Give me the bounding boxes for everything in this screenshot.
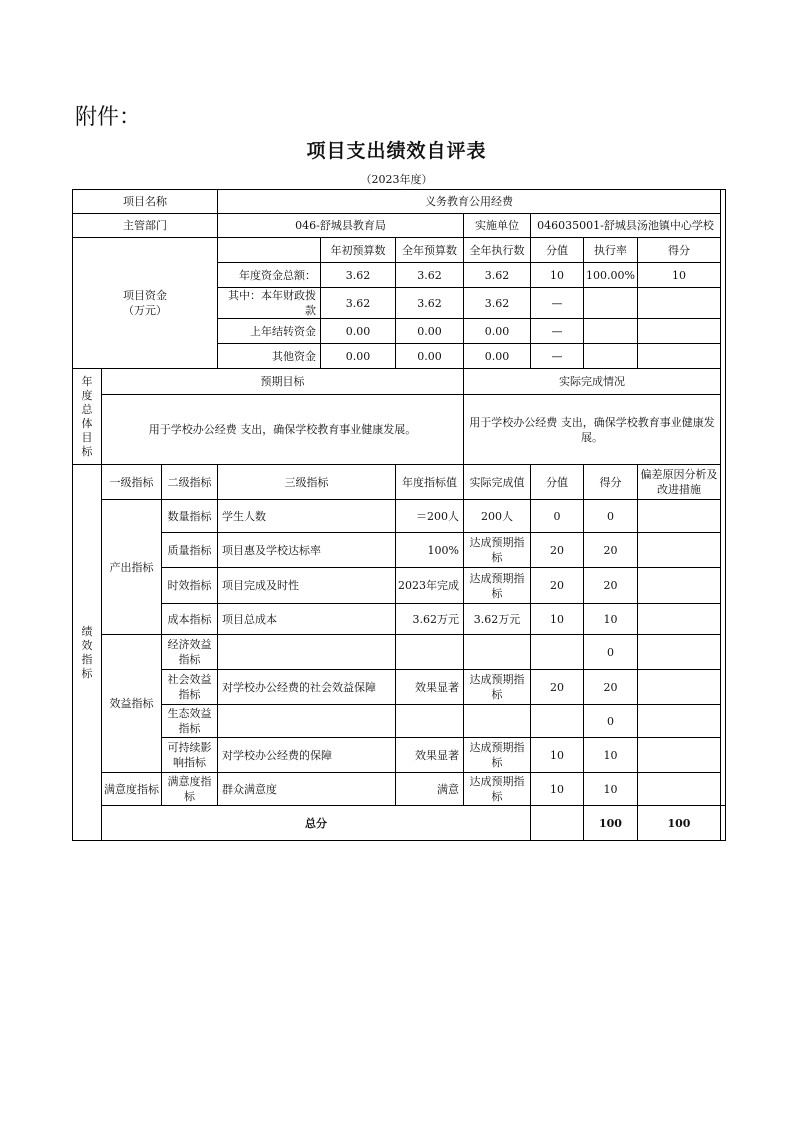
funds-cell bbox=[637, 344, 720, 369]
dept-label: 主管部门 bbox=[73, 214, 218, 238]
annual-goal-label: 年 度 总 体 目 标 bbox=[73, 369, 102, 465]
level3-label bbox=[218, 635, 396, 670]
perf-header: 得分 bbox=[584, 465, 638, 500]
actual-value: 达成预期指标 bbox=[464, 533, 531, 568]
target-value: 100% bbox=[396, 533, 464, 568]
score: 0 bbox=[584, 500, 638, 533]
level1-benefit: 效益指标 bbox=[102, 635, 162, 773]
actual-result-text: 用于学校办公经费 支出，确保学校教育事业健康发展。 bbox=[464, 395, 721, 465]
target-value: 满意 bbox=[396, 773, 464, 806]
project-name-label: 项目名称 bbox=[73, 190, 218, 214]
funds-cell: 3.62 bbox=[396, 263, 464, 288]
level2-label: 数量指标 bbox=[162, 500, 218, 533]
level3-label: 项目完成及时性 bbox=[218, 568, 396, 604]
level2-label: 成本指标 bbox=[162, 604, 218, 635]
score: 10 bbox=[584, 604, 638, 635]
level3-label: 对学校办公经费的社会效益保障 bbox=[218, 670, 396, 705]
funds-header: 全年执行数 bbox=[464, 238, 531, 263]
impl-unit-value: 046035001-舒城县汤池镇中心学校 bbox=[531, 214, 721, 238]
target-value: 3.62万元 bbox=[396, 604, 464, 635]
score: 0 bbox=[584, 635, 638, 670]
actual-value: 3.62万元 bbox=[464, 604, 531, 635]
impl-unit-label: 实施单位 bbox=[464, 214, 531, 238]
funds-cell: — bbox=[531, 344, 584, 369]
level2-label: 经济效益指标 bbox=[162, 635, 218, 670]
level3-label: 对学校办公经费的保障 bbox=[218, 738, 396, 773]
funds-row-label: 其他资金 bbox=[218, 344, 321, 369]
target-value: 2023年完成 bbox=[396, 568, 464, 604]
deviation-note bbox=[637, 533, 720, 568]
level3-label: 项目总成本 bbox=[218, 604, 396, 635]
score-value: 0 bbox=[531, 500, 584, 533]
funds-cell: — bbox=[531, 319, 584, 344]
level3-label: 项目惠及学校达标率 bbox=[218, 533, 396, 568]
perf-header: 三级指标 bbox=[218, 465, 396, 500]
funds-row-label: 上年结转资金 bbox=[218, 319, 321, 344]
score-value: 20 bbox=[531, 568, 584, 604]
level1-output: 产出指标 bbox=[102, 500, 162, 635]
actual-value: 200人 bbox=[464, 500, 531, 533]
deviation-note bbox=[637, 773, 720, 806]
target-value bbox=[396, 705, 464, 738]
funds-cell: 3.62 bbox=[464, 263, 531, 288]
funds-cell: 0.00 bbox=[321, 319, 396, 344]
funds-cell: 0.00 bbox=[396, 319, 464, 344]
score-value: 10 bbox=[531, 604, 584, 635]
funds-row-label: 其中：本年财政拨款 bbox=[218, 288, 321, 319]
funds-cell: 0.00 bbox=[464, 319, 531, 344]
expected-goal-text: 用于学校办公经费 支出，确保学校教育事业健康发展。 bbox=[102, 395, 464, 465]
funds-header: 全年预算数 bbox=[396, 238, 464, 263]
deviation-note bbox=[637, 604, 720, 635]
level2-label: 时效指标 bbox=[162, 568, 218, 604]
deviation-note bbox=[637, 635, 720, 670]
attachment-label: 附件： bbox=[75, 105, 142, 130]
total-label: 总分 bbox=[102, 806, 531, 841]
target-value: ＝200人 bbox=[396, 500, 464, 533]
deviation-note bbox=[637, 738, 720, 773]
actual-value: 达成预期指标 bbox=[464, 568, 531, 604]
deviation-note bbox=[637, 705, 720, 738]
target-value: 效果显著 bbox=[396, 670, 464, 705]
dept-value: 046-舒城县教育局 bbox=[218, 214, 464, 238]
score-value bbox=[531, 705, 584, 738]
score-value: 20 bbox=[531, 670, 584, 705]
level2-label: 社会效益指标 bbox=[162, 670, 218, 705]
page-title: 项目支出绩效自评表 bbox=[306, 140, 487, 162]
score: 0 bbox=[584, 705, 638, 738]
funds-cell: 10 bbox=[637, 263, 720, 288]
actual-value bbox=[464, 705, 531, 738]
funds-cell: 0.00 bbox=[321, 344, 396, 369]
performance-table bbox=[72, 189, 726, 841]
level1-satisfaction: 满意度指标 bbox=[102, 773, 162, 806]
level2-label: 可持续影响指标 bbox=[162, 738, 218, 773]
target-value: 效果显著 bbox=[396, 738, 464, 773]
score: 10 bbox=[584, 773, 638, 806]
funds-cell bbox=[637, 319, 720, 344]
actual-value bbox=[464, 635, 531, 670]
funds-cell: 100.00% bbox=[584, 263, 638, 288]
total-blank bbox=[531, 806, 584, 841]
perf-header: 二级指标 bbox=[162, 465, 218, 500]
score: 20 bbox=[584, 568, 638, 604]
funds-cell: 0.00 bbox=[464, 344, 531, 369]
score: 20 bbox=[584, 670, 638, 705]
funds-row-label: 年度资金总额： bbox=[218, 263, 321, 288]
actual-value: 达成预期指标 bbox=[464, 773, 531, 806]
funds-cell bbox=[584, 288, 638, 319]
perf-header: 分值 bbox=[531, 465, 584, 500]
funds-header: 分值 bbox=[531, 238, 584, 263]
deviation-note bbox=[637, 568, 720, 604]
funds-cell: 3.62 bbox=[321, 288, 396, 319]
level3-label: 学生人数 bbox=[218, 500, 396, 533]
perf-header: 偏差原因分析及改进措施 bbox=[637, 465, 720, 500]
funds-label: 项目资金 （万元） bbox=[73, 238, 218, 369]
deviation-note bbox=[637, 670, 720, 705]
target-value bbox=[396, 635, 464, 670]
score: 20 bbox=[584, 533, 638, 568]
expected-goal-header: 预期目标 bbox=[102, 369, 464, 395]
funds-cell: 3.62 bbox=[464, 288, 531, 319]
perf-header: 一级指标 bbox=[102, 465, 162, 500]
perf-header: 年度指标值 bbox=[396, 465, 464, 500]
funds-cell: — bbox=[531, 288, 584, 319]
actual-result-header: 实际完成情况 bbox=[464, 369, 721, 395]
level2-label: 质量指标 bbox=[162, 533, 218, 568]
score-value: 20 bbox=[531, 533, 584, 568]
funds-cell: 3.62 bbox=[321, 263, 396, 288]
funds-cell: 0.00 bbox=[396, 344, 464, 369]
funds-header: 得分 bbox=[637, 238, 720, 263]
total-score: 100 bbox=[637, 806, 720, 841]
funds-header: 年初预算数 bbox=[321, 238, 396, 263]
funds-cell bbox=[584, 319, 638, 344]
score: 10 bbox=[584, 738, 638, 773]
funds-cell: 3.62 bbox=[396, 288, 464, 319]
funds-cell bbox=[637, 288, 720, 319]
funds-cell bbox=[584, 344, 638, 369]
level2-label: 满意度指标 bbox=[162, 773, 218, 806]
performance-indicator-label: 绩 效 指 标 bbox=[73, 465, 102, 841]
actual-value: 达成预期指标 bbox=[464, 738, 531, 773]
deviation-note bbox=[637, 500, 720, 533]
level3-label bbox=[218, 705, 396, 738]
score-value: 10 bbox=[531, 773, 584, 806]
total-note bbox=[720, 806, 725, 841]
funds-cell: 10 bbox=[531, 263, 584, 288]
report-year: （2023年度） bbox=[360, 173, 433, 186]
actual-value: 达成预期指标 bbox=[464, 670, 531, 705]
score-value bbox=[531, 635, 584, 670]
funds-header: 执行率 bbox=[584, 238, 638, 263]
level3-label: 群众满意度 bbox=[218, 773, 396, 806]
total-score-value: 100 bbox=[584, 806, 638, 841]
score-value: 10 bbox=[531, 738, 584, 773]
perf-header: 实际完成值 bbox=[464, 465, 531, 500]
level2-label: 生态效益指标 bbox=[162, 705, 218, 738]
project-name-value: 义务教育公用经费 bbox=[218, 190, 721, 214]
funds-header-blank bbox=[218, 238, 321, 263]
